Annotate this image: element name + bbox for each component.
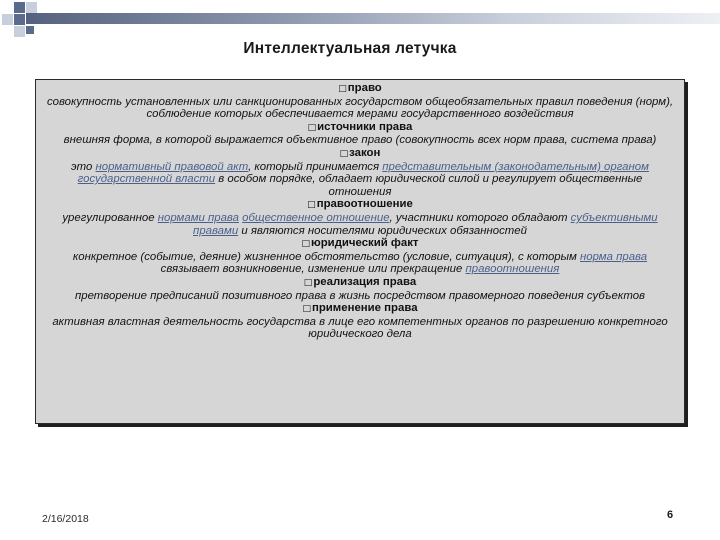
term-heading (46, 237, 674, 251)
term-link[interactable]: правоотношения (465, 263, 560, 276)
decor-square (26, 2, 37, 13)
term-link[interactable]: субъективными правами (193, 211, 658, 237)
decor-square (14, 14, 25, 25)
definition-text: в особом порядке, обладает юридической силой и регулирует общественные отношения (215, 173, 643, 198)
decor-square (14, 26, 25, 37)
definition-text: претворение предписаний позитивного права в жизнь посредством правомерного поведения субъектов (75, 289, 645, 302)
header-decoration (0, 0, 720, 40)
q-bullet-icon: □ (307, 122, 317, 133)
definition-text: конкретное (событие, деяние) жизненное обстоятельство (условие, ситуация), с которым (72, 250, 580, 263)
slide-title: Интеллектуальная летучка (243, 40, 457, 57)
definitions-panel (35, 79, 685, 424)
term-heading (46, 121, 674, 135)
definition-text: активная властная деятельность государства в лице его компетентных органов по разрешению конкретного юридического дела (52, 315, 668, 341)
term-label: источники права (317, 120, 413, 133)
term-definition (46, 134, 674, 147)
term-label: правоотношение (316, 198, 413, 211)
term-heading (46, 276, 674, 290)
definition-text: внешняя форма, в которой выражается объективное право (совокупность всех норм права, система права) (63, 134, 657, 147)
term-label: реализация права (313, 275, 417, 288)
definition-text: , участники которого обладают (389, 211, 571, 224)
term-definition (46, 161, 674, 199)
decor-square (26, 26, 34, 34)
definition-text: это (71, 160, 96, 173)
term-link[interactable]: общественное отношение (242, 211, 390, 224)
term-definition (46, 290, 674, 303)
term-heading (46, 198, 674, 212)
term-label: применение права (311, 302, 418, 315)
term-definition (46, 251, 674, 276)
definition-text: совокупность установленных или санкционированных государством общеобязательных правил поведения (норм), соблюдение которых обеспечивается мерами государственного воздействия (46, 95, 674, 121)
q-bullet-icon: □ (338, 84, 347, 94)
term-heading (46, 302, 674, 316)
definition-text: урегулированное (62, 211, 158, 224)
term-definition (46, 96, 674, 121)
term-label: юридический факт (311, 237, 419, 250)
q-bullet-icon: □ (301, 239, 310, 250)
q-bullet-icon: □ (302, 304, 311, 315)
definition-text: и являются носителями юридических обязанностей (238, 224, 527, 237)
slide-date: 2/16/2018 (42, 513, 89, 525)
term-heading (46, 147, 674, 161)
term-link[interactable]: норма права (579, 250, 648, 263)
term-definition (46, 212, 674, 237)
term-heading (46, 82, 674, 96)
definition-text: , который принимается (248, 160, 383, 173)
term-label: закон (349, 146, 381, 159)
term-link[interactable]: нормами права (157, 211, 239, 224)
q-bullet-icon: □ (303, 277, 313, 288)
decor-square (2, 14, 13, 25)
q-bullet-icon: □ (339, 148, 349, 159)
term-label: право (347, 82, 382, 94)
page-number: 6 (667, 509, 674, 521)
header-gradient-bar (26, 13, 720, 24)
term-definition (46, 316, 674, 341)
q-bullet-icon: □ (307, 200, 316, 211)
term-link[interactable]: нормативный правовой акт (95, 160, 249, 173)
definition-text: связывает возникновение, изменение или прекращение (160, 263, 466, 276)
decor-square (14, 2, 25, 13)
term-link[interactable]: представительным (законодательным) органом государственной власти (77, 160, 649, 186)
